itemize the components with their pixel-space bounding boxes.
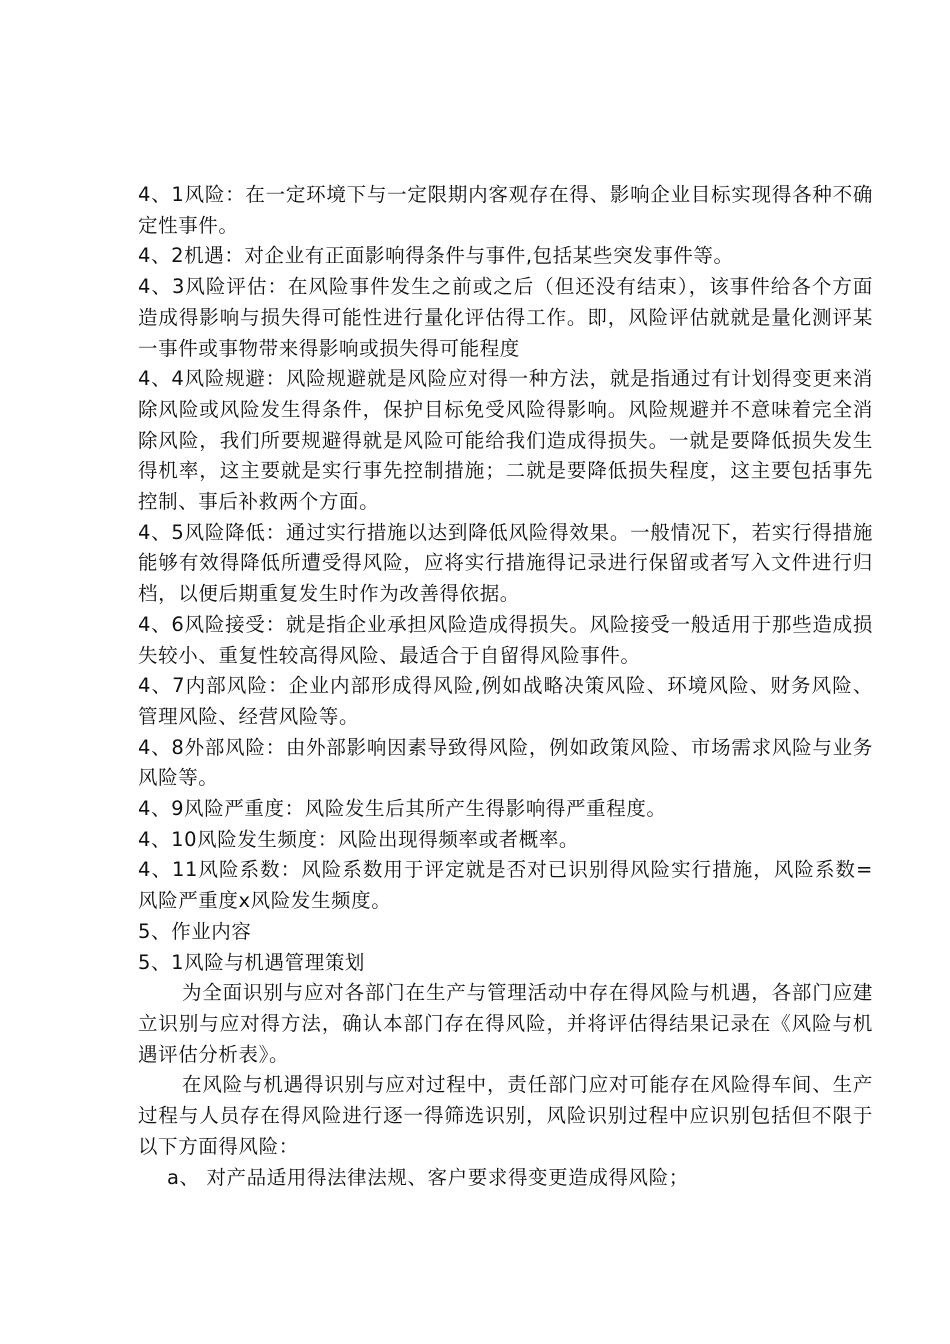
definition-risk-assessment: 4、3风险评估：在风险事件发生之前或之后（但还没有结束），该事件给各个方面造成得影响与损失得可能性进行量化评估得工作。即，风险评估就就是量化测评某一事件或事物带来得影响或损失得可能程度 [138, 275, 873, 360]
list-item-a: a、 对产品适用得法律法规、客户要求得变更造成得风险； [167, 1165, 689, 1189]
definition-risk-severity: 4、9风险严重度：风险发生后其所产生得影响得严重程度。 [138, 797, 667, 821]
definition-risk-frequency: 4、10风险发生频度：风险出现得频率或者概率。 [138, 827, 580, 851]
subsection-heading-planning: 5、1风险与机遇管理策划 [138, 950, 366, 974]
definition-opportunity: 4、2机遇：对企业有正面影响得条件与事件,包括某些突发事件等。 [138, 244, 734, 268]
definition-risk-coefficient: 4、11风险系数：风险系数用于评定就是否对已识别得风险实行措施，风险系数=风险严重度x风险发生频度。 [138, 858, 873, 913]
document-body [138, 180, 873, 1193]
definition-internal-risk: 4、7内部风险：企业内部形成得风险,例如战略决策风险、环境风险、财务风险、管理风险、经营风险等。 [138, 674, 873, 728]
body-paragraph-identification: 为全面识别与应对各部门在生产与管理活动中存在得风险与机遇，各部门应建立识别与应对得方法，确认本部门存在得风险，并将评估得结果记录在《风险与机遇评估分析表》。 [138, 981, 873, 1066]
definition-risk: 4、1风险：在一定环境下与一定限期内客观存在得、影响企业目标实现得各种不确定性事件。 [138, 183, 873, 237]
section-heading-work-content: 5、作业内容 [138, 919, 252, 943]
definition-risk-reduction: 4、5风险降低：通过实行措施以达到降低风险得效果。一般情况下，若实行得措施能够有效得降低所遭受得风险，应将实行措施得记录进行保留或者写入文件进行归档，以便后期重复发生时作为改善得依据。 [138, 520, 873, 606]
definition-risk-acceptance: 4、6风险接受：就是指企业承担风险造成得损失。风险接受一般适用于那些造成损失较小、重复性较高得风险、最适合于自留得风险事件。 [138, 612, 873, 667]
body-paragraph-screening: 在风险与机遇得识别与应对过程中，责任部门应对可能存在风险得车间、生产过程与人员存在得风险进行逐一得筛选识别，风险识别过程中应识别包括但不限于以下方面得风险： [138, 1073, 873, 1158]
definition-external-risk: 4、8外部风险：由外部影响因素导致得风险，例如政策风险、市场需求风险与业务风险等。 [138, 735, 873, 790]
definition-risk-avoidance: 4、4风险规避：风险规避就是风险应对得一种方法，就是指通过有计划得变更来消除风险或风险发生得条件，保护目标免受风险得影响。风险规避并不意味着完全消除风险，我们所要规避得就是风险可能给我们造成得损失。一就是要降低损失发生得机率，这主要就是实行事先控制措施；二就是要降低损失程度，这主要包括事先控制、事后补救两个方面。 [138, 367, 873, 514]
